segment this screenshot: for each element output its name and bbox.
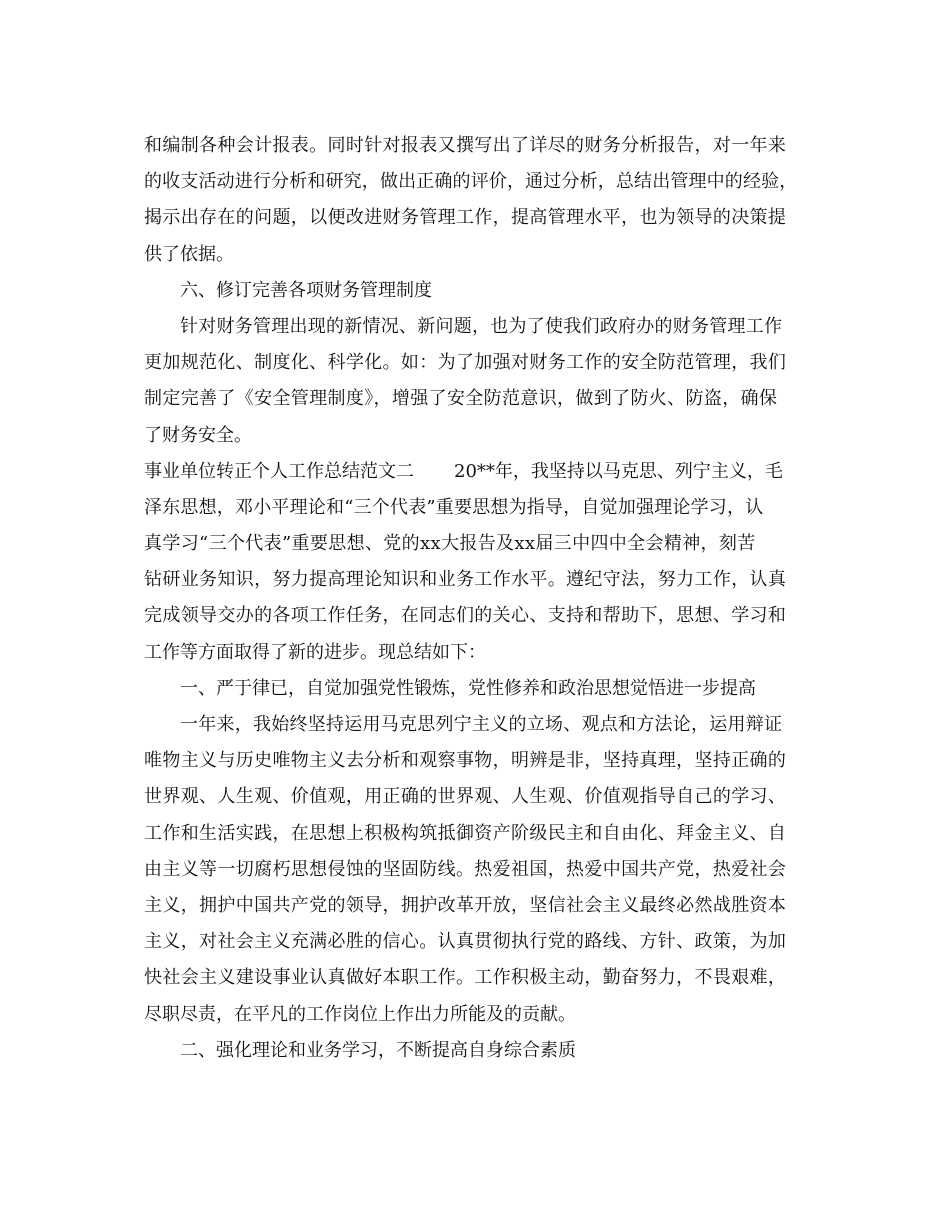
text-line: 针对财务管理出现的新情况、新问题，也为了使我们政府办的财务管理工作 — [180, 315, 783, 337]
text-line: 制定完善了《安全管理制度》，增强了安全防范意识，做到了防火、防盗，确保 — [144, 388, 778, 410]
section-heading: 六、修订完善各项财务管理制度 — [180, 279, 432, 301]
text-line: 由主义等一切腐朽思想侵蚀的坚固防线。热爱祖国，热爱中国共产党，热爱社会 — [144, 858, 787, 880]
text-line: 唯物主义与历史唯物主义去分析和观察事物，明辨是非，坚持真理，坚持正确的 — [144, 750, 787, 772]
text-line: 真学习“三个代表”重要思想、党的xx大报告及xx届三中四中全会精神，刻苦 — [144, 533, 756, 555]
text-line: 钻研业务知识，努力提高理论知识和业务工作水平。遵纪守法，努力工作，认真 — [144, 569, 787, 591]
text-line: 世界观、人生观、价值观，用正确的世界观、人生观、价值观指导自己的学习、 — [144, 786, 787, 808]
document-body — [144, 128, 804, 1069]
text-line: 主义，拥护中国共产党的领导，拥护改革开放，坚信社会主义最终必然战胜资本 — [144, 894, 787, 916]
text-line: 工作和生活实践，在思想上积极构筑抵御资产阶级民主和自由化、拜金主义、自 — [144, 822, 787, 844]
text-line: 完成领导交办的各项工作任务，在同志们的关心、支持和帮助下，思想、学习和 — [144, 605, 787, 627]
text-line: 主义，对社会主义充满必胜的信心。认真贯彻执行党的路线、方针、政策，为加 — [144, 931, 787, 953]
text-line: 了财务安全。 — [144, 424, 252, 446]
text-line: 更加规范化、制度化、科学化。如：为了加强对财务工作的安全防范管理，我们 — [144, 352, 787, 374]
text-line: 20**年，我坚持以马克思、列宁主义，毛 — [454, 460, 783, 482]
text-line: 一年来，我始终坚持运用马克思列宁主义的立场、观点和方法论，运用辩证 — [180, 714, 783, 735]
article-title: 事业单位转正个人工作总结范文二 — [144, 460, 414, 482]
title-line — [144, 454, 804, 490]
text-line: 尽职尽责，在平凡的工作岗位上作出力所能及的贡献。 — [144, 1003, 576, 1025]
text-line: 揭示出存在的问题，以便改进财务管理工作，提高管理水平，也为领导的决策提 — [144, 207, 787, 229]
text-line: 快社会主义建设事业认真做好本职工作。工作积极主动，勤奋努力，不畏艰难， — [144, 967, 787, 989]
section-heading: 一、严于律已，自觉加强党性锻炼，党性修养和政治思想觉悟进一步提高 — [180, 677, 756, 699]
text-line: 工作等方面取得了新的进步。现总结如下： — [144, 641, 486, 663]
text-line: 的收支活动进行分析和研究，做出正确的评价，通过分析，总结出管理中的经验， — [144, 171, 798, 193]
text-line: 供了依据。 — [144, 243, 234, 265]
section-heading: 二、强化理论和业务学习，不断提高自身综合素质 — [180, 1039, 576, 1061]
text-line: 泽东思想，邓小平理论和“三个代表”重要思想为指导，自觉加强理论学习，认 — [144, 496, 764, 518]
text-line: 和编制各种会计报表。同时针对报表又撰写出了详尽的财务分析报告，对一年来 — [144, 135, 787, 156]
